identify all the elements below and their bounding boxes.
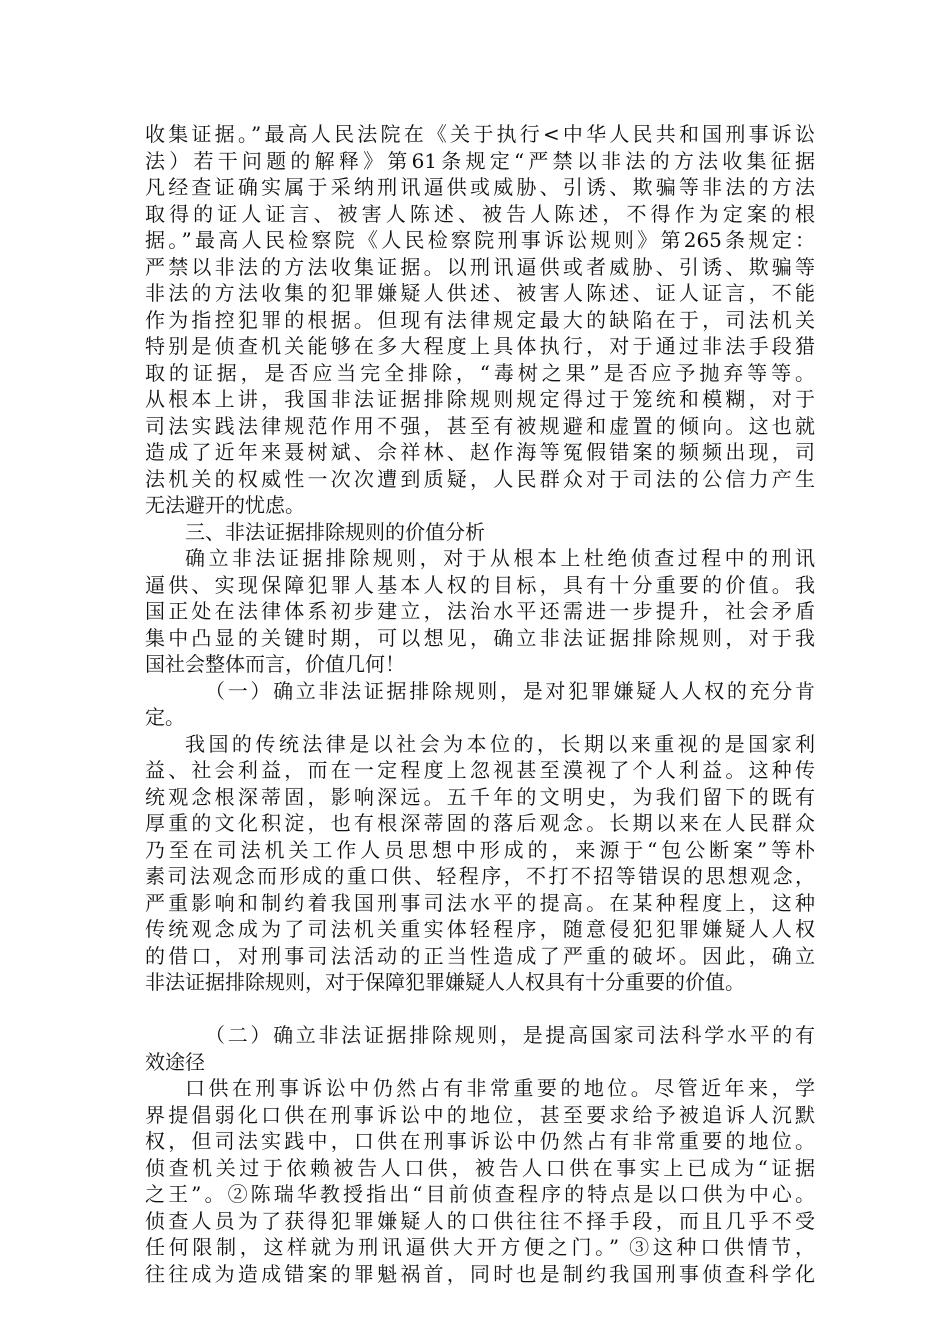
text-line: 厚重的文化积淀，也有根深蒂固的落后观念。长期以来在人民群众 bbox=[145, 811, 815, 835]
subsection-heading: 效途径 bbox=[145, 1049, 205, 1074]
text-line: 法机关的权威性一次次遭到质疑，人民群众对于司法的公信力产生 bbox=[145, 466, 815, 491]
text-line: 乃至在司法机关工作人员思想中形成的，来源于“包公断案”等朴 bbox=[145, 837, 815, 862]
text-line: 从根本上讲，我国非法证据排除规则规定得过于笼统和模糊，对于 bbox=[145, 387, 815, 411]
text-line: 严禁以非法的方法收集证据。以刑讯逼供或者威胁、引诱、欺骗等 bbox=[145, 254, 815, 279]
text-line: 法）若干问题的解释》第61条规定“严禁以非法的方法收集征据 bbox=[145, 148, 815, 173]
text-line: 取的证据，是否应当完全排除，“毒树之果”是否应予抛弃等等。 bbox=[145, 360, 815, 385]
text-line: 造成了近年来聂树斌、佘祥林、赵作海等冤假错案的频频出现，司 bbox=[145, 440, 815, 464]
text-line: 作为指控犯罪的根据。但现有法律规定最大的缺陷在于，司法机关 bbox=[145, 307, 815, 332]
text-line: 收集证据。”最高人民法院在《关于执行<中华人民共和国刑事诉讼 bbox=[145, 122, 815, 146]
text-line: 司法实践法律规范作用不强，甚至有被规避和虚置的倾向。这也就 bbox=[145, 413, 815, 438]
subsection-heading: （二）确立非法证据排除规则，是提高国家司法科学水平的有 bbox=[205, 1023, 815, 1047]
text-line: 集中凸显的关键时期，可以想见，确立非法证据排除规则，对于我 bbox=[145, 625, 815, 650]
subsection-heading: （一）确立非法证据排除规则，是对犯罪嫌疑人人权的充分肯 bbox=[205, 678, 815, 703]
text-line: 国正处在法律体系初步建立，法治水平还需进一步提升，社会矛盾 bbox=[145, 599, 815, 623]
text-line: 非法的方法收集的犯罪嫌疑人供述、被害人陈述、证人证言，不能 bbox=[145, 281, 815, 305]
text-line: 素司法观念而形成的重口供、轻程序，不打不招等错误的思想观念， bbox=[145, 864, 815, 888]
text-line: 之王”。②陈瑞华教授指出“目前侦查程序的特点是以口供为中心。 bbox=[145, 1182, 815, 1206]
text-line: 国社会整体而言，价值几何！ bbox=[145, 652, 405, 676]
text-line: 侦查机关过于依赖被告人口供，被告人口供在事实上已成为“证据 bbox=[145, 1155, 815, 1180]
text-line: 任何限制，这样就为刑讯逼供大开方便之门。” ③这种口供情节， bbox=[145, 1235, 815, 1259]
section-heading: 三、非法证据排除规则的价值分析 bbox=[185, 519, 485, 544]
text-line: 逼供、实现保障犯罪人基本人权的目标，具有十分重要的价值。我 bbox=[145, 572, 815, 597]
text-line: 益、社会利益，而在一定程度上忽视甚至漠视了个人利益。这种传 bbox=[145, 758, 815, 782]
text-line: 传统观念成为了司法机关重实体轻程序，随意侵犯犯罪嫌疑人人权 bbox=[145, 917, 815, 941]
text-line: 我国的传统法律是以社会为本位的，长期以来重视的是国家利 bbox=[185, 731, 815, 756]
text-line: 非法证据排除规则，对于保障犯罪嫌疑人人权具有十分重要的价值。 bbox=[145, 970, 745, 994]
subsection-heading: 定。 bbox=[145, 705, 185, 729]
text-line: 口供在刑事诉讼中仍然占有非常重要的地位。尽管近年来，学 bbox=[185, 1076, 815, 1100]
text-line: 确立非法证据排除规则，对于从根本上杜绝侦查过程中的刑讯 bbox=[185, 546, 815, 570]
text-line: 特别是侦查机关能够在多大程度上具体执行，对于通过非法手段猎 bbox=[145, 334, 815, 358]
text-line: 界提倡弱化口供在刑事诉讼中的地位，甚至要求给予被追诉人沉默 bbox=[145, 1102, 815, 1127]
text-line: 凡经查证确实属于采纳刑讯逼供或威胁、引诱、欺骗等非法的方法 bbox=[145, 175, 815, 199]
text-line: 无法避开的忧虑。 bbox=[145, 493, 305, 517]
paragraph-gap bbox=[145, 996, 815, 1023]
text-line: 严重影响和制约着我国刑事司法水平的提高。在某种程度上，这种 bbox=[145, 890, 815, 915]
text-line: 往往成为造成错案的罪魁祸首，同时也是制约我国刑事侦查科学化 bbox=[145, 1261, 815, 1286]
text-line: 统观念根深蒂固，影响深远。五千年的文明史，为我们留下的既有 bbox=[145, 784, 815, 809]
document-body bbox=[145, 121, 815, 1287]
text-line: 据。”最高人民检察院《人民检察院刑事诉讼规则》第265条规定： bbox=[145, 228, 815, 252]
text-line: 侦查人员为了获得犯罪嫌疑人的口供往往不择手段，而且几乎不受 bbox=[145, 1208, 815, 1233]
text-line: 取得的证人证言、被害人陈述、被告人陈述，不得作为定案的根 bbox=[145, 201, 815, 226]
text-line: 权，但司法实践中，口供在刑事诉讼中仍然占有非常重要的地位。 bbox=[145, 1129, 815, 1153]
text-line: 的借口，对刑事司法活动的正当性造成了严重的破坏。因此，确立 bbox=[145, 943, 815, 968]
